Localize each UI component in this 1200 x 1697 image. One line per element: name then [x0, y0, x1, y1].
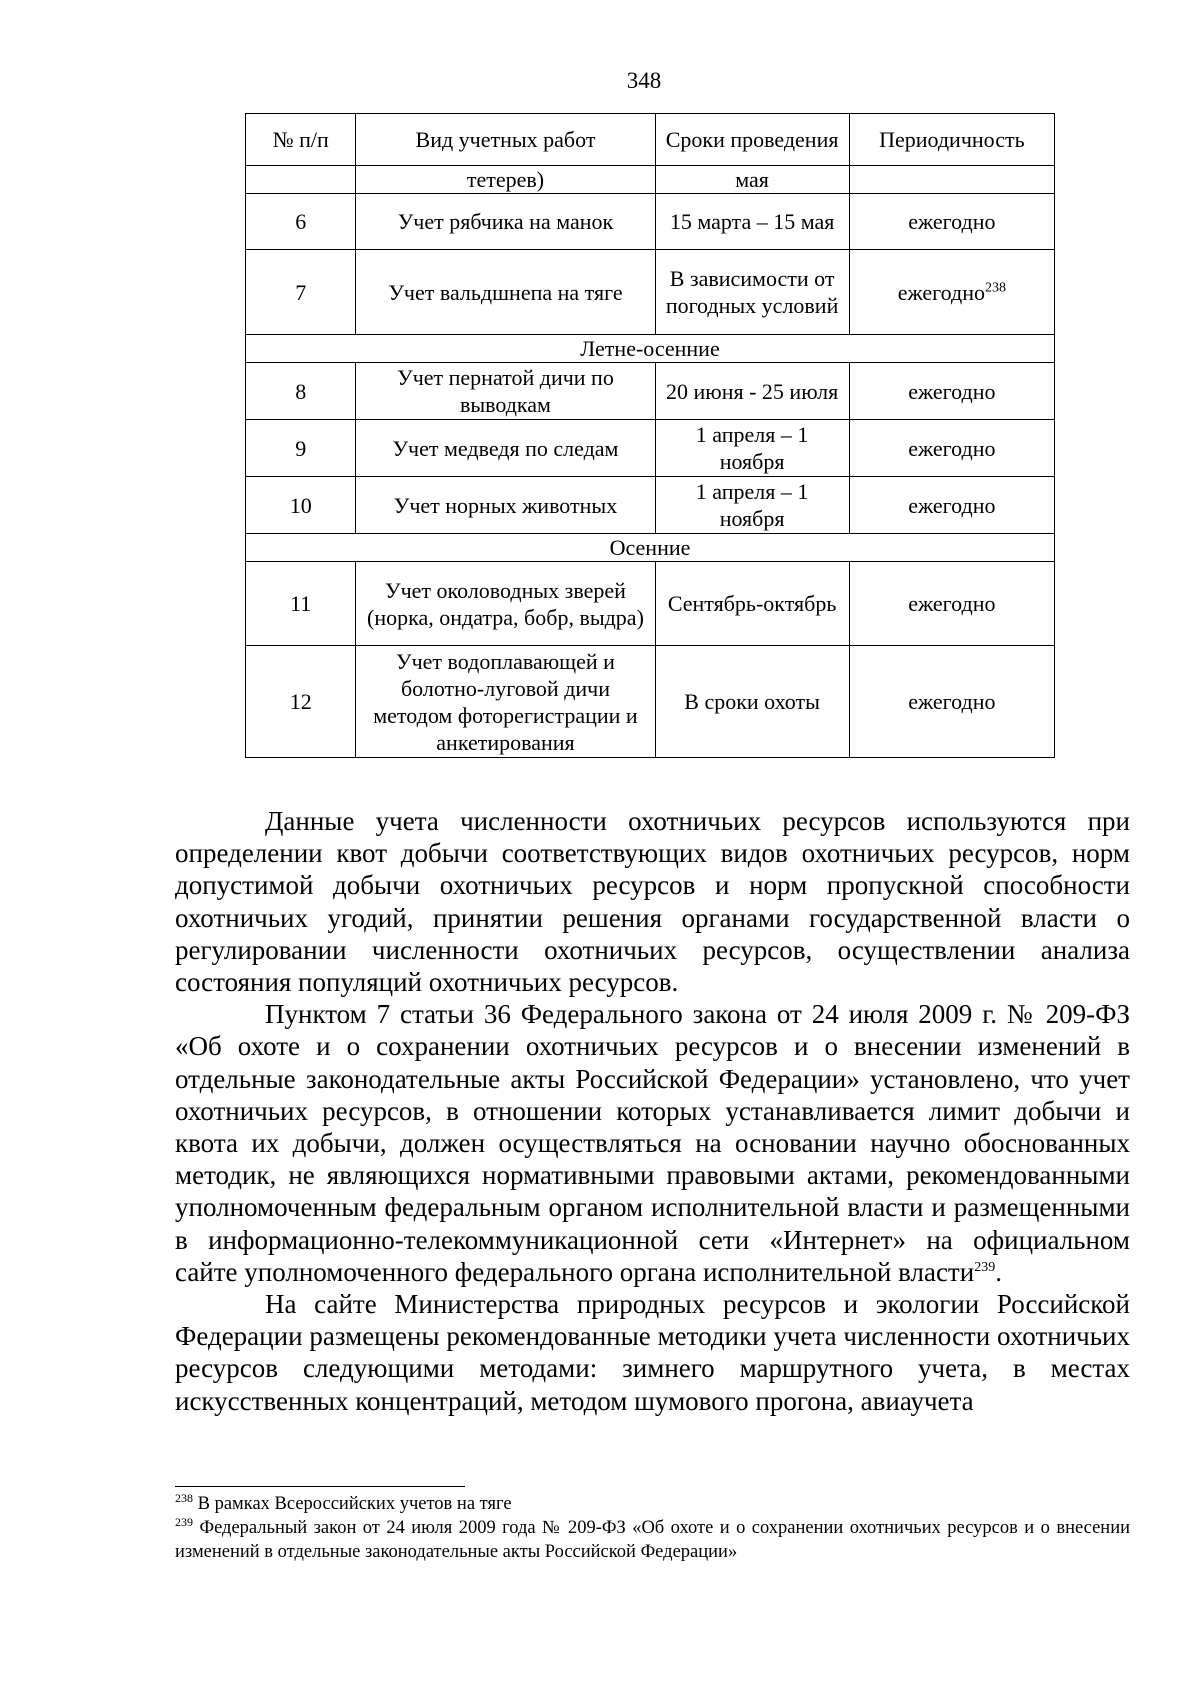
footnote-text: Федеральный закон от 24 июля 2009 года № 209-ФЗ «Об охоте и о сохранении охотничьих ресурсов и о внесении изменений в отдельные законодательные акты Российской Федерации» — [175, 1518, 1130, 1562]
cell-number: 11 — [246, 562, 356, 646]
cell-work-type: тетерев) — [356, 166, 655, 194]
header-number: № п/п — [246, 114, 356, 166]
footnote-ref-239: 239 — [974, 1259, 996, 1275]
cell-work-type: Учет медведя по следам — [356, 420, 655, 477]
cell-terms: Сентябрь-октябрь — [655, 562, 849, 646]
cell-periodicity: ежегодно — [849, 477, 1054, 534]
cell-periodicity: ежегодно — [849, 420, 1054, 477]
cell-periodicity: ежегодно — [849, 646, 1054, 758]
cell-work-type: Учет водоплавающей и болотно-луговой дичи методом фоторегистрации и анкетирования — [356, 646, 655, 758]
cell-work-type: Учет пернатой дичи по выводкам — [356, 363, 655, 420]
section-row-summer-autumn — [246, 335, 1055, 363]
footnote-number: 239 — [175, 1514, 193, 1529]
footnote-ref-238: 238 — [984, 280, 1006, 296]
header-terms: Сроки проведения — [655, 114, 849, 166]
table-row — [246, 194, 1055, 250]
footnote-number: 238 — [175, 1490, 193, 1505]
cell-terms: 1 апреля – 1 ноября — [655, 420, 849, 477]
cell-periodicity — [849, 250, 1054, 335]
table-row — [246, 562, 1055, 646]
cell-terms: 15 марта – 15 мая — [655, 194, 849, 250]
table-header-row — [246, 114, 1055, 166]
footnote — [175, 1516, 1130, 1564]
section-heading: Осенние — [246, 534, 1055, 562]
cell-work-type: Учет рябчика на манок — [356, 194, 655, 250]
cell-work-type: Учет норных животных — [356, 477, 655, 534]
section-row-autumn — [246, 534, 1055, 562]
cell-terms: мая — [655, 166, 849, 194]
paragraph-text: Пунктом 7 статьи 36 Федерального закона от 24 июля 2009 г. № 209-ФЗ «Об охоте и о сохранении охотничьих ресурсов и о внесении изменений в отдельные законодательные акты Российской Федерации» установлено, что учет охотничьих ресурсов, в отношении которых устанавливается лимит добычи и квота их добычи, должен осуществляться на основании научно обоснованных методик, не являющихся нормативными правовыми актами, рекомендованными уполномоченным федеральным органом исполнительной власти и размещенными в информационно-телекоммуникационной сети «Интернет» на официальном сайте уполномоченного федерального органа исполнительной власти — [175, 999, 1130, 1287]
cell-number: 6 — [246, 194, 356, 250]
cell-number: 12 — [246, 646, 356, 758]
cell-terms: 20 июня - 25 июля — [655, 363, 849, 420]
cell-terms: В зависимости от погодных условий — [655, 250, 849, 335]
paragraph — [175, 998, 1130, 1288]
page-number: 348 — [626, 68, 662, 93]
cell-periodicity: ежегодно — [849, 562, 1054, 646]
paragraph-end: . — [995, 1256, 1002, 1287]
table-row — [246, 477, 1055, 534]
cell-periodicity: ежегодно — [849, 194, 1054, 250]
hunting-census-table — [245, 113, 1055, 758]
cell-work-type: Учет вальдшнепа на тяге — [356, 250, 655, 335]
section-heading: Летне-осенние — [246, 335, 1055, 363]
header-work-type: Вид учетных работ — [356, 114, 655, 166]
paragraph: На сайте Министерства природных ресурсов и экологии Российской Федерации размещены рекомендованные методики учета численности охотничьих ресурсов следующими методами: зимнего маршрутного учета, в местах искусственных концентраций, методом шумового прогона, авиаучета — [175, 1289, 1130, 1416]
table-row — [246, 363, 1055, 420]
paragraph: Данные учета численности охотничьих ресурсов используются при определении квот добычи соответствующих видов охотничьих ресурсов, норм допустимой добычи охотничьих ресурсов и норм пропускной способности охотничьих угодий, принятии решения органами государственной власти о регулировании численности охотничьих ресурсов, осуществлении анализа состояния популяций охотничьих ресурсов. — [175, 806, 1130, 998]
cell-terms: 1 апреля – 1 ноября — [655, 477, 849, 534]
header-periodicity: Периодичность — [849, 114, 1054, 166]
cell-periodicity — [849, 166, 1054, 194]
footnote-divider — [175, 1486, 465, 1487]
cell-periodicity: ежегодно — [849, 363, 1054, 420]
cell-number: 9 — [246, 420, 356, 477]
footnote — [175, 1492, 1130, 1516]
table-row — [246, 250, 1055, 335]
table-row — [246, 646, 1055, 758]
main-text — [175, 805, 1130, 1417]
periodicity-text: ежегодно — [897, 279, 985, 305]
footnote-text: В рамках Всероссийских учетов на тяге — [197, 1494, 512, 1514]
footnotes — [175, 1492, 1130, 1564]
cell-number: 10 — [246, 477, 356, 534]
table-row — [246, 420, 1055, 477]
table-row-continuation — [246, 166, 1055, 194]
cell-number: 7 — [246, 250, 356, 335]
cell-terms: В сроки охоты — [655, 646, 849, 758]
cell-number: 8 — [246, 363, 356, 420]
cell-work-type: Учет околоводных зверей (норка, ондатра, бобр, выдра) — [356, 562, 655, 646]
cell-number — [246, 166, 356, 194]
